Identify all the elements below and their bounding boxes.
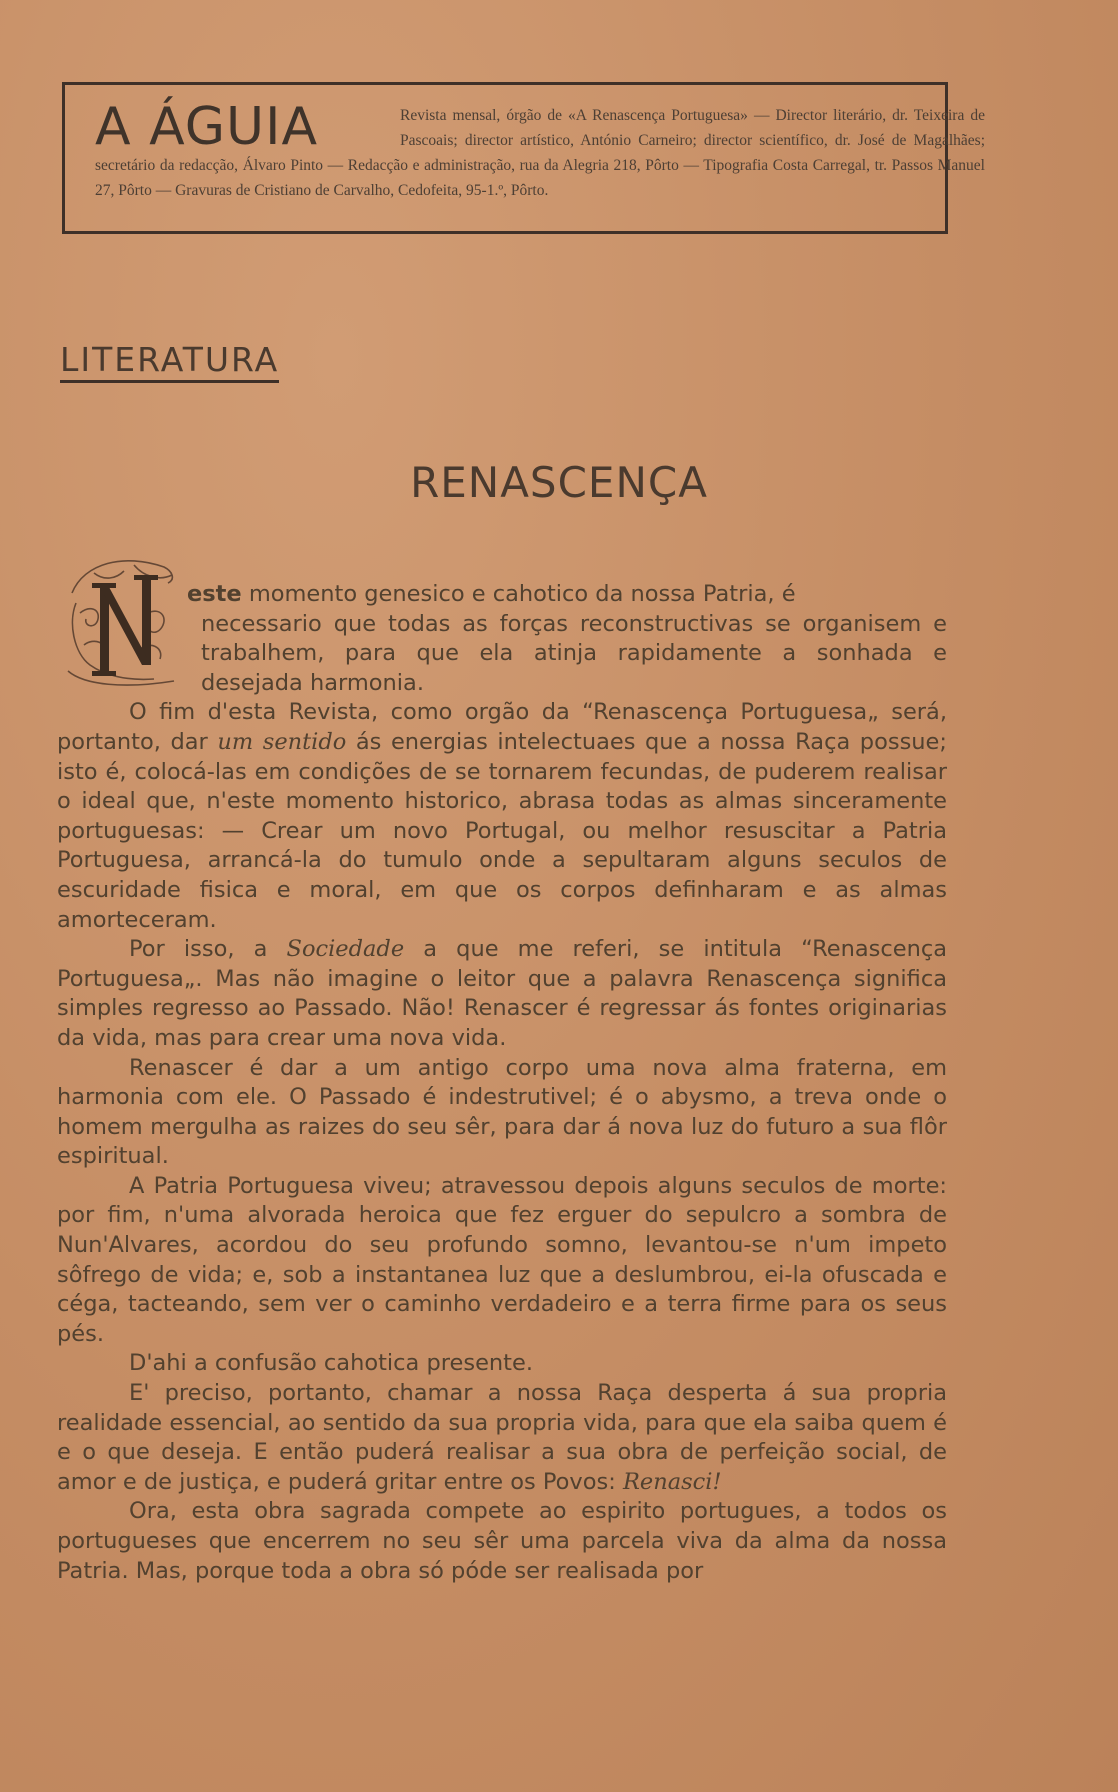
paragraph-3-part-a: Por isso, a: [129, 936, 287, 963]
paragraph-2-emphasis: um sentido: [217, 728, 347, 755]
article-paragraph-1: [57, 580, 947, 698]
paragraph-1-first-line: momento genesico e cahotico da nossa Patria, é: [241, 581, 796, 607]
article-paragraph-8: Ora, esta obra sagrada compete ao espirito portugues, a todos os portugueses que encerrem no seu sêr uma parcela viva da alma da nossa Patria. Mas, porque toda a obra só póde ser realisada por: [57, 1498, 947, 1584]
masthead-description: [95, 97, 985, 203]
drop-cap-lead-word: este: [187, 581, 242, 607]
masthead-description-text: Revista mensal, órgão de «A Renascença Portuguesa» — Director literário, dr. Teixeira de Pascoais; director artístico, António Carneiro; director scientífico, dr. José de Magalhães; secretário da redacção, Álvaro Pinto — Redacção e administração, rua da Alegria 218, Pôrto — Tipografia Costa Carregal, tr. Passos Manuel 27, Pôrto — Gravuras de Cristiano de Carvalho, Cedofeita, 95-1.º, Pôrto.: [95, 107, 985, 199]
paragraph-2-part-a: O fim d'esta Revista, como orgão da “Renascença Portuguesa„ será, portanto, dar: [57, 699, 947, 755]
paragraph-1-rest: necessario que todas as forças reconstructivas se organisem e trabalhem, para que ela atinja rapidamente a sonhada e desejada harmonia.: [201, 610, 947, 696]
article-title: RENASCENÇA: [410, 458, 708, 507]
masthead-title: A ÁGUIA: [95, 97, 319, 157]
article-paragraph-2: [57, 698, 947, 935]
paragraph-7-emphasis: Renasci!: [622, 1468, 722, 1495]
paragraph-3-part-b: a que me referi, se intitula “Renascença Portuguesa„. Mas não imagine o leitor que a palavra Renascença significa simples regresso ao Passado. Não! Renascer é regressar ás fontes originarias da vida, mas para crear uma nova vida.: [57, 936, 947, 1051]
article-paragraph-6: D'ahi a confusão cahotica presente.: [129, 1350, 534, 1377]
article-paragraph-4: Renascer é dar a um antigo corpo uma nova alma fraterna, em harmonia com ele. O Passado é indestrutivel; é o abysmo, a treva onde o homem mergulha as raizes do seu sêr, para dar á nova luz do futuro a sua flôr espiritual.: [57, 1054, 947, 1170]
article-paragraph-3: [57, 935, 947, 1053]
article-paragraph-5: A Patria Portuguesa viveu; atravessou depois alguns seculos de morte: por fim, n'uma alvorada heroica que fez erguer do sepulcro a sombra de Nun'Alvares, acordou do seu profundo somno, levantou-se n'um impeto sôfrego de vida; e, sob a instantanea luz que a deslumbrou, ei-la ofuscada e céga, tacteando, sem ver o caminho verdadeiro e a terra firme para os seus pés.: [57, 1172, 947, 1347]
article-body: [57, 580, 947, 1586]
article-paragraph-7: [57, 1379, 947, 1497]
paragraph-2-part-b: ás energias intelectuaes que a nossa Raça possue; isto é, colocá-las em condições de se tornarem fecundas, de puderem realisar o ideal que, n'este momento historico, abrasa todas as almas sinceramente portuguesas: — Crear um novo Portugal, ou melhor resuscitar a Patria Portuguesa, arrancá-la do tumulo onde a sepultaram alguns seculos de escuridade fisica e moral, em que os corpos definharam e as almas amorteceram.: [57, 728, 947, 933]
section-label: LITERATURA: [60, 343, 279, 383]
masthead-box: [62, 82, 985, 234]
paragraph-7-part-a: E' preciso, portanto, chamar a nossa Raça desperta á sua propria realidade essencial, ao sentido da sua propria vida, para que ela saiba quem é e o que deseja. E então puderá realisar a sua obra de perfeição social, de amor e de justiça, e puderá gritar entre os Povos:: [57, 1380, 947, 1495]
paragraph-3-emphasis: Sociedade: [286, 936, 405, 963]
